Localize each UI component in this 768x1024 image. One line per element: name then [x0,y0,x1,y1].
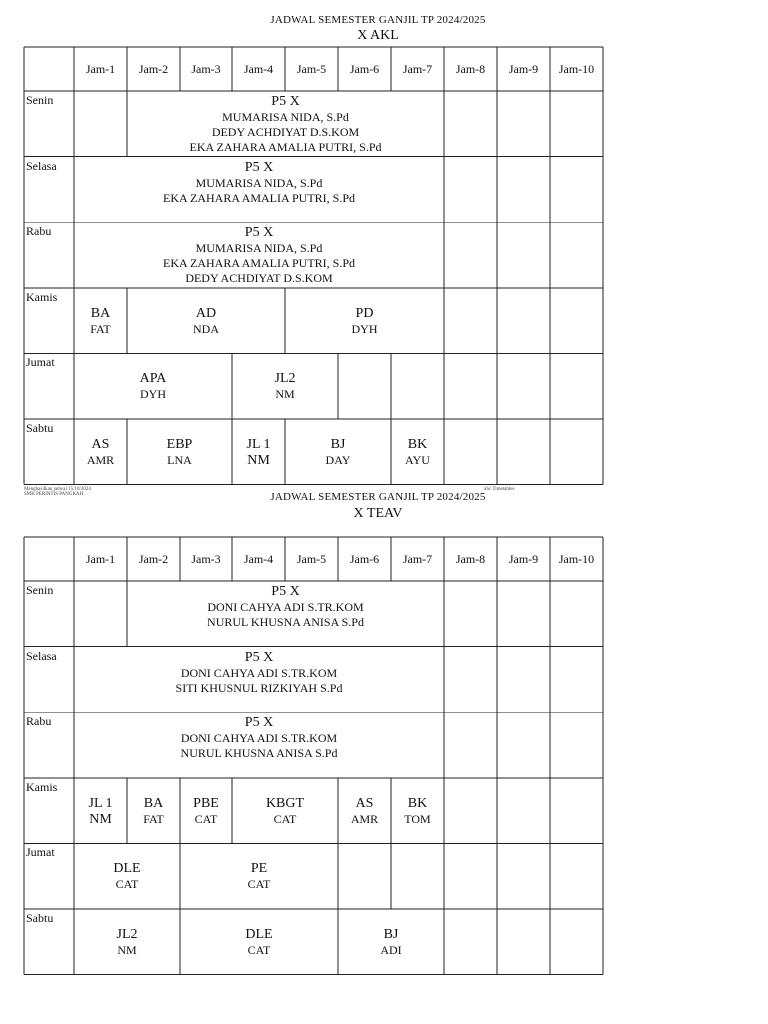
teacher-code: ADI [380,943,402,957]
subject-code: BA [143,795,164,811]
lesson-cell [127,437,232,468]
teacher-code: FAT [90,321,111,336]
teacher-code: NM [275,387,295,402]
day-label: Kamis [26,779,58,794]
teacher-name: DEDY ACHDIYAT D.S.KOM [211,125,360,139]
lesson-cell [338,796,391,827]
column-header: Jam-2 [138,552,169,566]
lesson-cell [74,160,444,206]
column-header: Jam-4 [243,552,274,566]
teacher-name: EKA ZAHARA AMALIA PUTRI, S.Pd [162,190,356,205]
teacher-code: DYH [351,321,378,336]
column-header: Jam-7 [402,62,433,76]
teacher-code: NM [89,811,112,827]
column-header: Jam-1 [85,62,116,76]
class-name: X TEAV [353,506,403,521]
lesson-cell [127,584,444,630]
class-name: X AKL [357,28,399,43]
day-label: Senin [26,583,54,597]
schedule-title: JADWAL SEMESTER GANJIL TP 2024/2025 [270,14,486,26]
teacher-name: SITI KHUSNUL RIZKIYAH S.Pd [175,680,343,695]
lesson-cell [74,927,180,958]
teacher-code: TOM [404,811,431,826]
teacher-name: DONI CAHYA ADI S.TR.KOM [207,600,364,614]
lesson-cell [127,94,444,155]
teacher-name: MUMARISA NIDA, S.Pd [195,175,323,190]
subject-code: BA [90,305,111,321]
teacher-code: AYU [405,453,430,467]
subject-code: P5 X [244,225,274,241]
subject-code: BK [407,437,428,452]
day-label: Kamis [26,289,58,304]
schedule-title: JADWAL SEMESTER GANJIL TP 2024/2025 [270,491,486,503]
column-header: Jam-7 [402,552,433,566]
column-header: Jam-2 [138,62,169,76]
column-header: Jam-1 [85,552,116,566]
teacher-code: DAY [325,453,351,467]
subject-code: P5 X [244,159,274,175]
column-header: Jam-9 [508,62,539,76]
day-label: Sabtu [26,421,54,435]
column-header: Jam-9 [508,552,539,566]
teacher-code: CAT [247,877,271,892]
day-label: Sabtu [26,911,54,925]
lesson-cell [74,715,444,761]
subject-code: JL2 [116,927,138,942]
lesson-cell [74,306,127,337]
teacher-name: NURUL KHUSNA ANISA S.Pd [207,615,364,629]
column-header: Jam-5 [296,62,327,76]
teacher-name: MUMARISA NIDA, S.Pd [222,110,349,124]
lesson-cell [180,861,338,892]
subject-code: AS [355,795,374,811]
day-label: Selasa [26,648,57,663]
footer-left [24,487,91,497]
teacher-name: EKA ZAHARA AMALIA PUTRI, S.Pd [189,140,382,154]
lesson-cell [285,306,444,337]
footer-left-line: SMK PERINTIS PANGKAH [24,492,84,497]
column-header: Jam-10 [558,552,595,566]
column-header: Jam-10 [558,62,595,76]
teacher-code: LNA [167,453,192,467]
column-header: Jam-3 [191,552,221,566]
lesson-cell [391,437,444,468]
column-header: Jam-8 [455,62,486,76]
subject-code: P5 X [244,715,274,731]
lesson-cell [391,796,444,827]
subject-code: P5 X [271,94,300,109]
column-header: Jam-3 [191,62,221,76]
subject-code: KBGT [265,795,305,811]
day-label: Selasa [26,158,57,173]
lesson-cell [338,927,444,958]
subject-code: BJ [330,437,346,452]
lesson-cell [285,437,391,468]
subject-code: BJ [383,927,399,942]
teacher-code: DYH [140,387,166,402]
column-header: Jam-4 [243,62,274,76]
column-header: Jam-5 [296,552,327,566]
lesson-cell [180,927,338,958]
subject-code: P5 X [244,649,274,665]
teacher-code: CAT [194,811,218,826]
lesson-cell [74,650,444,696]
subject-code: PE [250,861,268,877]
teacher-code: NM [247,453,270,468]
footer-left-line: Menghasilkan jadwal 15/10/2024 [24,487,91,492]
column-header: Jam-6 [349,62,380,76]
teacher-name: MUMARISA NIDA, S.Pd [195,241,323,256]
day-label: Senin [26,93,54,107]
subject-code: AS [91,437,110,452]
lesson-cell [74,225,444,286]
teacher-name: NURUL KHUSNA ANISA S.Pd [180,746,338,761]
lesson-cell [232,796,338,827]
lesson-cell [74,437,127,468]
day-label: Rabu [26,224,52,239]
teacher-name: EKA ZAHARA AMALIA PUTRI, S.Pd [162,256,356,271]
day-label: Rabu [26,714,52,729]
teacher-code: FAT [143,811,164,826]
subject-code: PBE [193,795,219,811]
lesson-cell [74,861,180,892]
subject-code: JL 1 [88,795,113,811]
teacher-code: NM [117,943,137,957]
lesson-cell [127,306,285,337]
day-label: Jumat [26,355,55,370]
teacher-code: CAT [247,943,271,957]
lesson-cell [74,796,127,828]
subject-code: JL2 [274,371,296,387]
lesson-cell [180,796,232,827]
subject-code: PD [355,305,374,321]
subject-code: BK [407,795,428,811]
subject-code: AD [195,305,217,321]
subject-code: APA [139,371,167,387]
teacher-code: NDA [193,321,219,336]
day-label: Jumat [26,845,55,860]
teacher-code: CAT [273,811,297,826]
column-header: Jam-8 [455,552,486,566]
teacher-name: DONI CAHYA ADI S.TR.KOM [180,665,338,680]
teacher-name: DEDY ACHDIYAT D.S.KOM [185,271,333,286]
lesson-cell [232,371,338,402]
subject-code: P5 X [271,584,300,599]
column-header: Jam-6 [349,552,380,566]
lesson-cell [232,437,285,469]
subject-code: JL 1 [246,437,271,452]
teacher-name: DONI CAHYA ADI S.TR.KOM [180,731,338,746]
teacher-code: AMR [350,811,379,826]
lesson-cell [74,371,232,402]
subject-code: EBP [166,437,193,452]
subject-code: DLE [245,927,273,942]
footer-right: aSc Timetables [484,487,515,492]
teacher-code: AMR [86,453,115,467]
lesson-cell [127,796,180,827]
teacher-code: CAT [115,877,139,892]
subject-code: DLE [113,861,141,877]
